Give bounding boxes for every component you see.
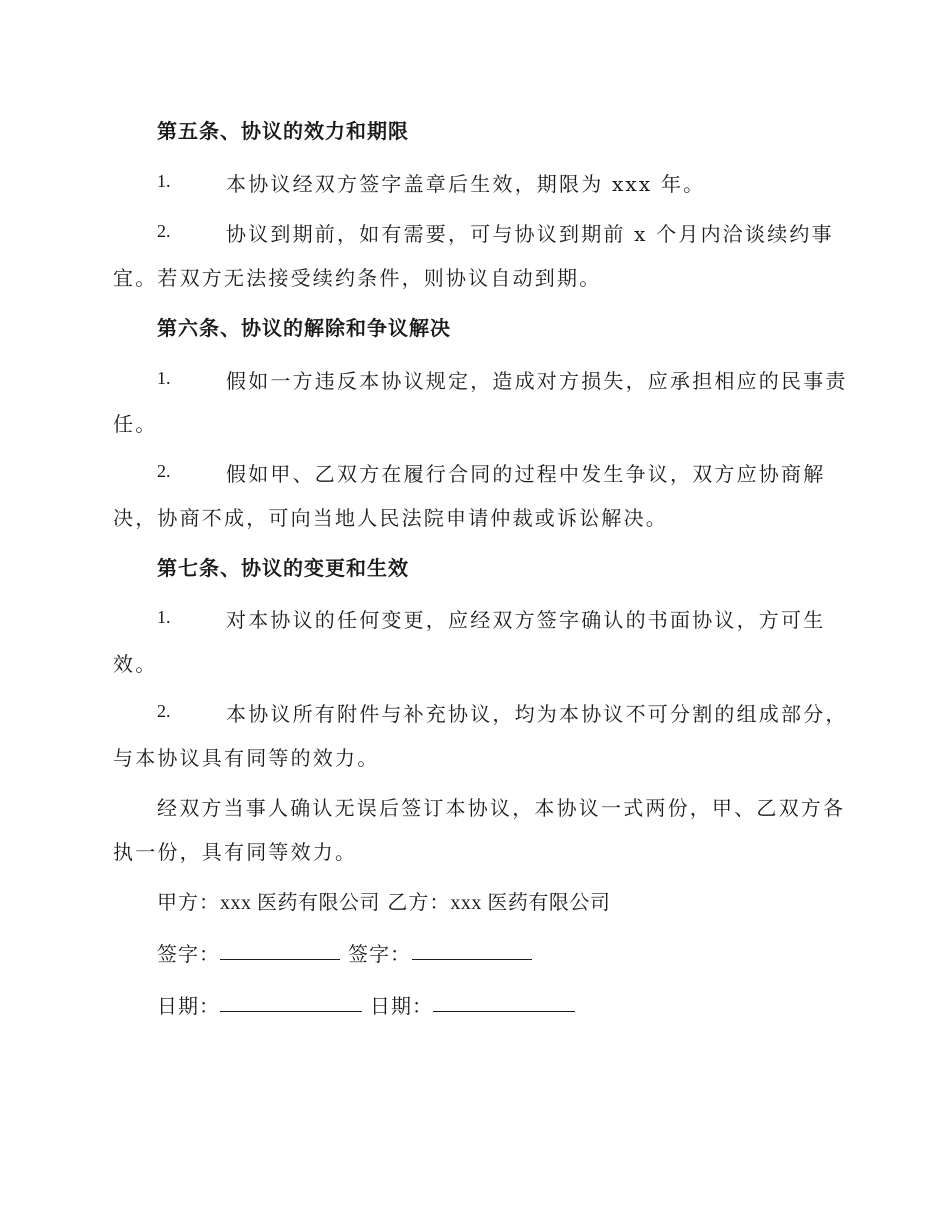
article5-title: 第五条、协议的效力和期限 (157, 119, 409, 143)
article5-item1-text: 本协议经双方签字盖章后生效，期限为 xxx 年。 (226, 172, 706, 196)
party-b-name: xxx 医药有限公司 (450, 892, 611, 914)
date-a-blank (220, 1011, 362, 1012)
article6-item2-number: 2. (157, 461, 171, 481)
article7-item1-text-line1: 对本协议的任何变更，应经双方签字确认的书面协议，方可生 (226, 608, 826, 632)
date-b-blank (433, 1011, 575, 1012)
article6-item1-text-line2: 任。 (113, 412, 158, 436)
closing-text-line1: 经双方当事人确认无误后签订本协议，本协议一式两份，甲、乙双方各 (157, 796, 846, 820)
parties-line (157, 886, 610, 915)
article7-item2-text-line1: 本协议所有附件与补充协议，均为本协议不可分割的组成部分， (226, 702, 848, 726)
closing-text-line2: 执一份，具有同等效力。 (113, 840, 358, 864)
article6-item2-text-line2: 决，协商不成，可向当地人民法院申请仲裁或诉讼解决。 (113, 506, 668, 530)
party-a-name: xxx 医药有限公司 (220, 892, 380, 914)
article7-item1-text-line2: 效。 (113, 652, 158, 676)
article5-item2-number: 2. (157, 221, 171, 241)
signature-a-label: 签字： (157, 942, 220, 966)
article7-item2-text-line2: 与本协议具有同等的效力。 (113, 746, 380, 770)
article7-item2-number: 2. (157, 701, 171, 721)
date-b-label: 日期： (370, 994, 433, 1018)
signature-b-blank (412, 959, 532, 960)
article6-item2-text-line1: 假如甲、乙双方在履行合同的过程中发生争议，双方应协商解 (226, 462, 826, 486)
article7-title: 第七条、协议的变更和生效 (157, 556, 409, 580)
signature-b-label: 签字： (348, 942, 411, 966)
party-a-label: 甲方： (157, 890, 220, 914)
article6-item1-number: 1. (157, 368, 171, 388)
signature-a-blank (220, 959, 340, 960)
date-a-label: 日期： (157, 994, 220, 1018)
article5-item2-text-line2: 宜。若双方无法接受续约条件，则协议自动到期。 (113, 266, 602, 290)
article5-item2-text-line1: 协议到期前，如有需要，可与协议到期前 x 个月内洽谈续约事 (226, 222, 834, 246)
article6-item1-text-line1: 假如一方违反本协议规定，造成对方损失，应承担相应的民事责 (226, 369, 848, 393)
article5-item1-number: 1. (157, 171, 171, 191)
article7-item1-number: 1. (157, 607, 171, 627)
article6-title: 第六条、协议的解除和争议解决 (157, 316, 451, 340)
party-b-label: 乙方： (387, 890, 451, 914)
